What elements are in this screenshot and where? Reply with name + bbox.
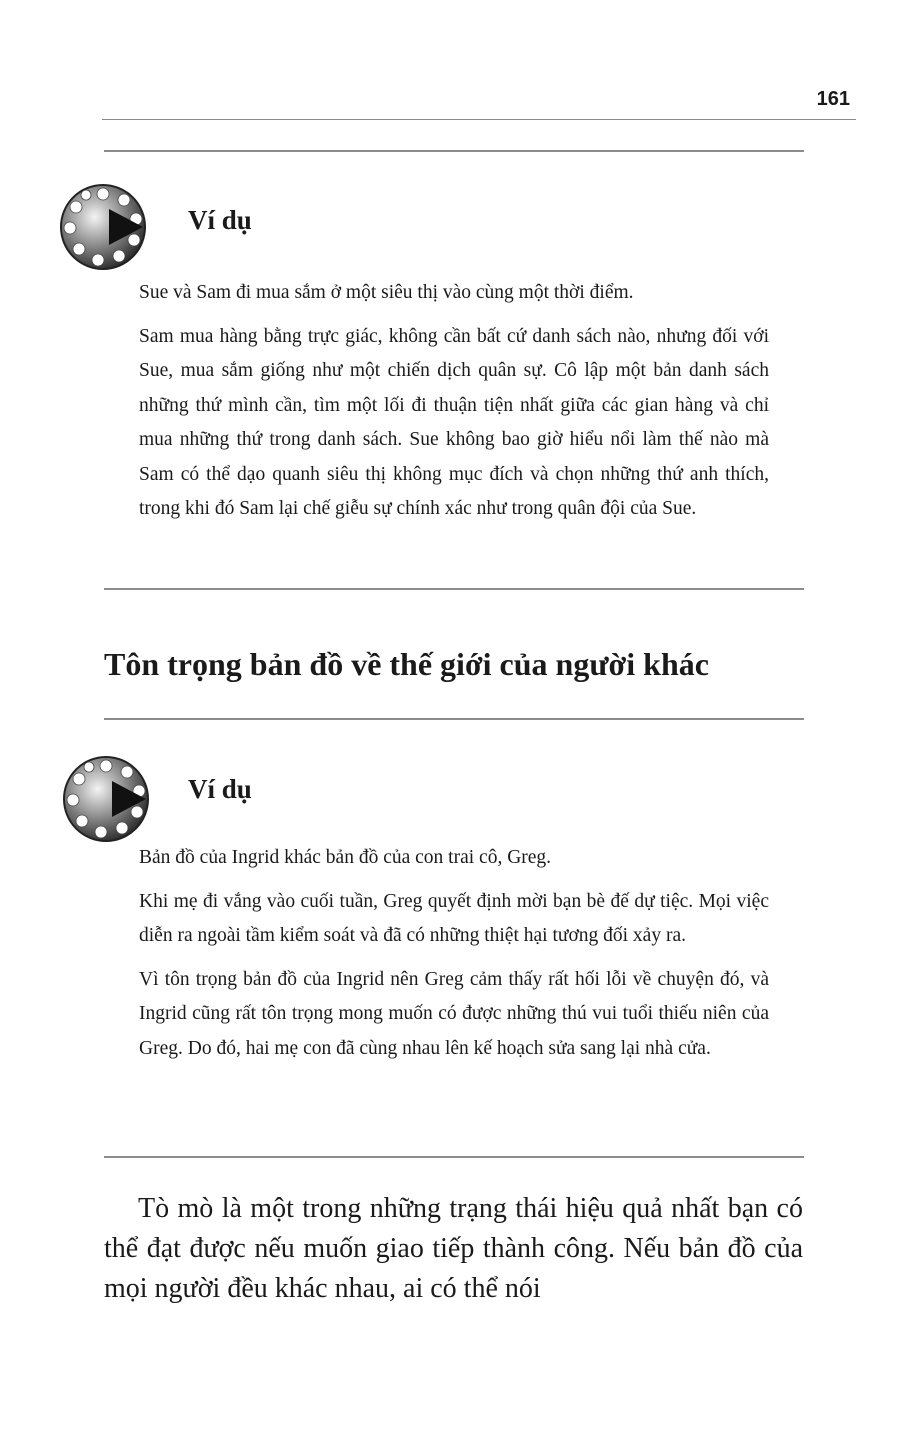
example-box-bottom-rule (104, 588, 804, 590)
example-title: Ví dụ (188, 205, 252, 235)
section-heading: Tôn trọng bản đồ về thế giới của người khác (104, 646, 709, 682)
body-paragraph: Tò mò là một trong những trạng thái hiệu quả nhất bạn có thể đạt được nếu muốn giao tiếp thành công. Nếu bản đồ của mọi người đều khác nhau, ai có thể nói (104, 1193, 803, 1304)
example-paragraph: Khi mẹ đi vắng vào cuối tuần, Greg quyết định mời bạn bè đế dự tiệc. Mọi việc diễn ra ngoài tầm kiểm soát và đã có những thiệt hại tương đối xảy ra. (139, 890, 769, 946)
film-reel-play-icon (62, 755, 150, 843)
example-text (139, 276, 769, 536)
example-paragraph: Vì tôn trọng bản đồ của Ingrid nên Greg cảm thấy rất hối lỗi về chuyện đó, và Ingrid cũng rất tôn trọng mong muốn có được những thú vui tuổi thiếu niên của Greg. Do đó, hai mẹ con đã cùng nhau lên kế hoạch sửa sang lại nhà cửa. (139, 968, 769, 1059)
example-paragraph: Bản đồ của Ingrid khác bản đồ của con trai cô, Greg. (139, 847, 552, 868)
example-box-bottom-rule (104, 1156, 804, 1158)
example-text (139, 841, 769, 1075)
film-reel-play-icon (59, 183, 147, 271)
example-paragraph: Sam mua hàng bằng trực giác, không cần bất cứ danh sách nào, nhưng đối với Sue, mua sắm giống như một chiến dịch quân sự. Cô lập một bản danh sách những thứ mình cần, tìm một lối đi thuận tiện nhất giữa các gian hàng và chỉ mua những thứ trong danh sách. Sue không bao giờ hiểu nổi làm thế nào mà Sam có thể dạo quanh siêu thị không mục đích và chọn những thứ anh thích, trong khi đó Sam lại chế giễu sự chính xác như trong quân đội của Sue. (139, 325, 769, 519)
example-paragraph: Sue và Sam đi mua sắm ở một siêu thị vào cùng một thời điểm. (139, 282, 634, 303)
header-rule (102, 119, 856, 120)
page-number: 161 (816, 88, 850, 110)
example-title: Ví dụ (188, 774, 252, 804)
example-box-top-rule (104, 150, 804, 152)
example-box-top-rule (104, 718, 804, 720)
